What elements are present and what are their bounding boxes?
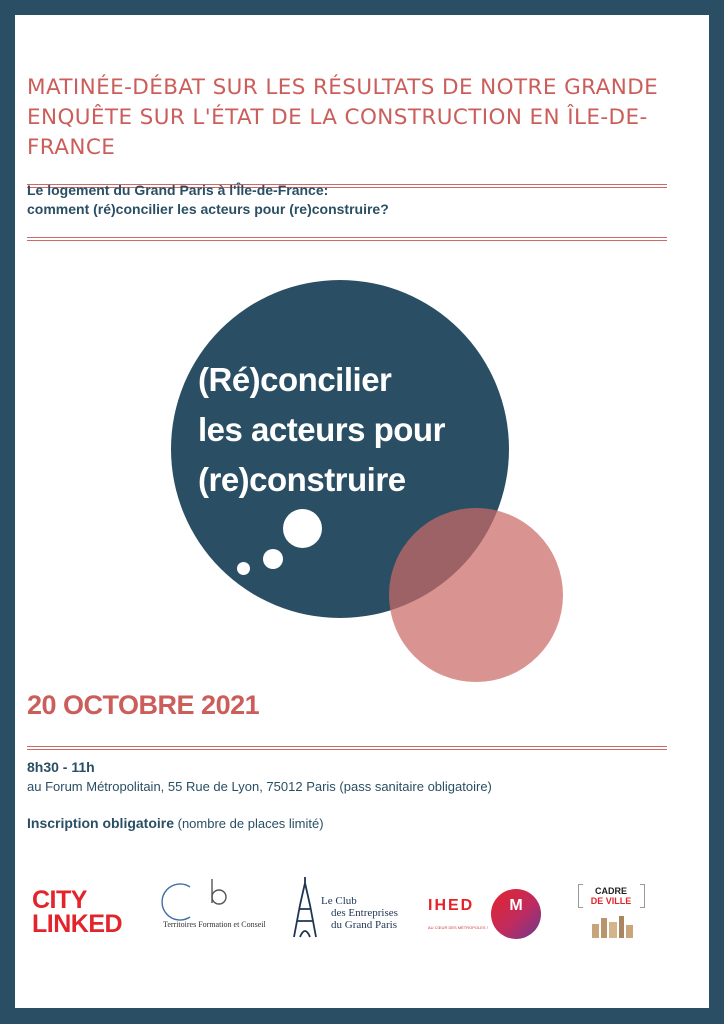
city-linked-line-1: CITY — [32, 886, 87, 914]
ihedm-word: IHED — [428, 897, 475, 914]
registration-note — [27, 815, 324, 831]
club-line-3: du Grand Paris — [331, 919, 397, 931]
territoires-formation-conseil-logo — [160, 877, 285, 937]
cadre-wordmark — [578, 886, 644, 906]
registration-label: Inscription obligatoire — [27, 815, 175, 831]
thought-dot-medium — [263, 549, 283, 569]
event-subtitle — [27, 181, 667, 219]
club-line-1: Le Club — [321, 895, 357, 907]
cadre-line-2: DE VILLE — [590, 896, 632, 906]
eiffel-tower-icon — [291, 875, 319, 940]
event-time: 8h30 - 11h — [27, 759, 95, 775]
club-name — [321, 895, 398, 931]
cadre-line-1: CADRE — [594, 886, 627, 896]
speech-bubble-accent — [389, 508, 563, 682]
tfc-name: Territoires Formation et Conseil — [163, 920, 266, 929]
subtitle-line-2: comment (ré)concilier les acteurs pour (re)construire? — [27, 201, 389, 217]
hero-title — [198, 355, 445, 505]
tfc-monogram-icon — [160, 877, 285, 922]
hero-title-line-1: (Ré)concilier — [198, 361, 392, 398]
club-line-2: des Entreprises — [331, 907, 398, 919]
hero-title-line-3: (re)construire — [198, 461, 406, 498]
event-kicker: MATINÉE-DÉBAT SUR LES RÉSULTATS DE NOTRE GRANDE ENQUÊTE SUR L'ÉTAT DE LA CONSTRUCTION EN ÎLE-DE-FRANCE — [27, 75, 659, 160]
divider-date — [27, 746, 667, 750]
city-linked-line-2: LINKED — [32, 910, 123, 938]
divider-subtitle — [27, 237, 667, 241]
club-entreprises-grand-paris-logo — [291, 875, 416, 940]
event-date: 20 OCTOBRE 2021 — [27, 690, 260, 720]
registration-detail: (nombre de places limité) — [174, 816, 324, 831]
event-venue: au Forum Métropolitain, 55 Rue de Lyon, 75012 Paris (pass sanitaire obligatoire) — [27, 779, 492, 794]
cadre-de-ville-logo — [578, 884, 648, 944]
ihedm-logo — [426, 887, 541, 945]
ihedm-circle-letter: M — [509, 897, 523, 914]
city-skyline-icon — [588, 910, 636, 940]
ihedm-tagline: AU CŒUR DES MÉTROPOLES ! — [428, 925, 488, 930]
thought-dot-small — [237, 562, 250, 575]
thought-dot-large — [283, 509, 322, 548]
hero-title-line-2: les acteurs pour — [198, 411, 445, 448]
city-linked-logo — [32, 888, 122, 936]
subtitle-line-1: Le logement du Grand Paris à l'Île-de-France: — [27, 182, 329, 198]
